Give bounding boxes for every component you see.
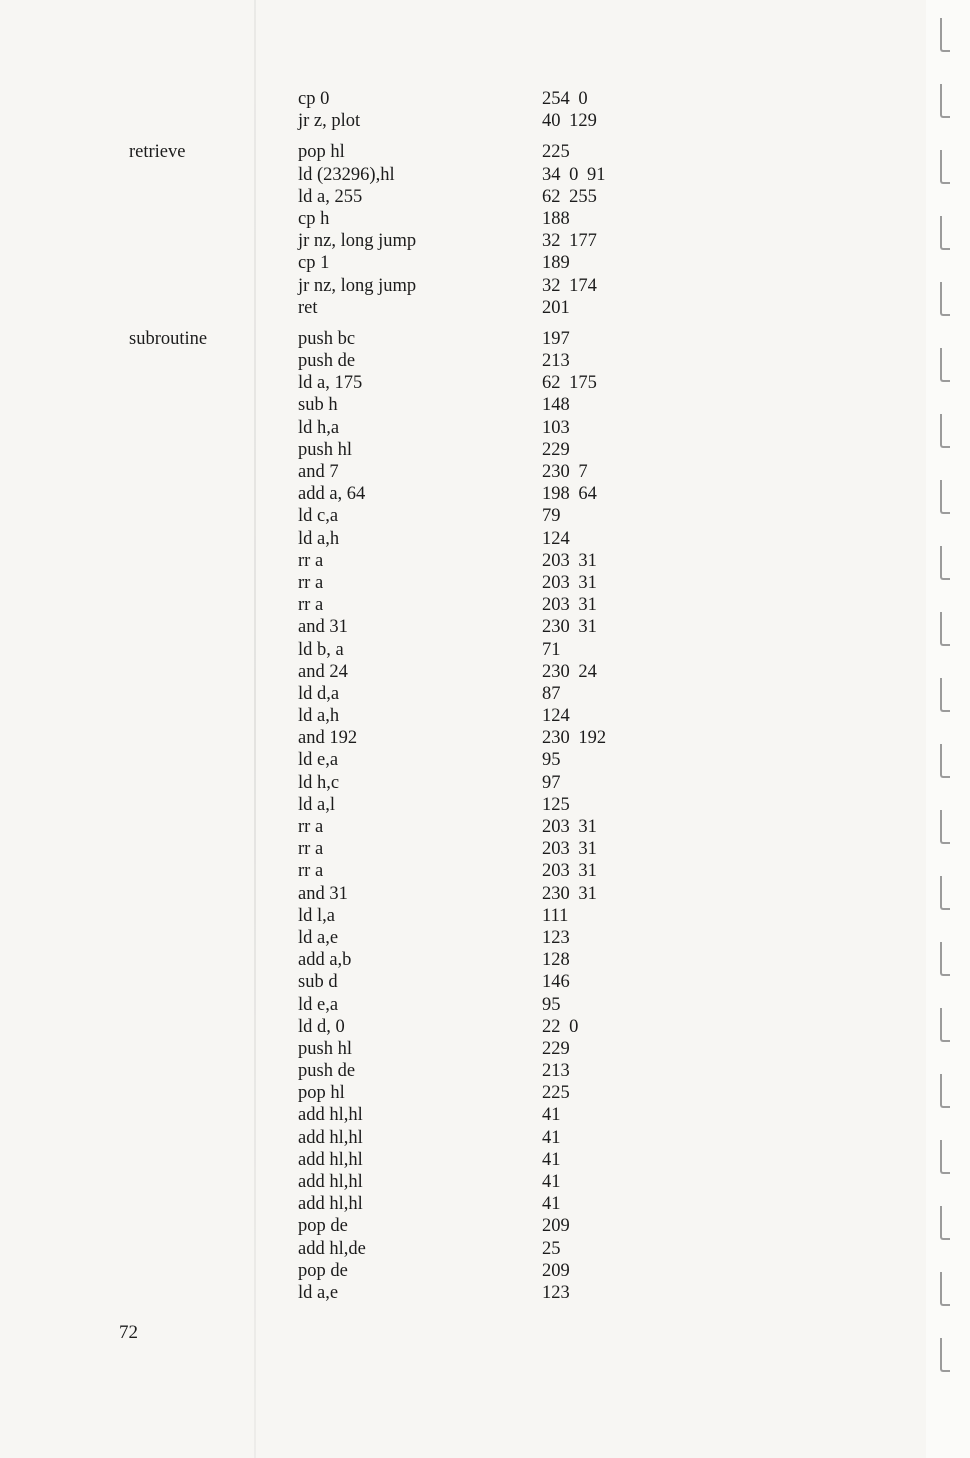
binding-hole-mark bbox=[940, 1140, 950, 1174]
listing-row bbox=[0, 483, 930, 505]
listing-row bbox=[0, 461, 930, 483]
listing-row bbox=[0, 372, 930, 394]
listing-row bbox=[0, 230, 930, 252]
binding-hole-mark bbox=[940, 480, 950, 514]
binding-hole-mark bbox=[940, 744, 950, 778]
machine-code-bytes: 203 31 bbox=[542, 817, 597, 837]
assembly-mnemonic: pop hl bbox=[298, 142, 345, 163]
assembly-mnemonic: rr a bbox=[298, 839, 324, 860]
machine-code-bytes: 62 255 bbox=[542, 186, 597, 207]
machine-code-bytes: 197 bbox=[542, 328, 570, 349]
machine-code-bytes: 188 bbox=[542, 208, 570, 229]
assembly-mnemonic: and 24 bbox=[298, 661, 348, 682]
assembly-mnemonic: ld l,a bbox=[298, 905, 335, 926]
machine-code-bytes: 225 bbox=[542, 142, 570, 163]
assembly-mnemonic: add hl,hl bbox=[298, 1172, 363, 1192]
machine-code-bytes: 32 174 bbox=[542, 275, 597, 296]
listing-row bbox=[0, 1127, 930, 1149]
binding-hole-mark bbox=[940, 282, 950, 316]
machine-code-bytes: 87 bbox=[542, 683, 561, 704]
assembly-mnemonic: ld b, a bbox=[298, 639, 344, 660]
listing-row bbox=[0, 1082, 930, 1104]
assembly-mnemonic: add hl,hl bbox=[298, 1105, 363, 1126]
binding-hole-mark bbox=[940, 1008, 950, 1042]
assembly-mnemonic: ld a, 255 bbox=[298, 186, 363, 207]
listing-row bbox=[0, 1038, 930, 1060]
binding-hole-mark bbox=[940, 18, 950, 52]
binding-hole-mark bbox=[940, 612, 950, 646]
assembly-mnemonic: ret bbox=[298, 297, 318, 318]
machine-code-bytes: 209 bbox=[542, 1260, 570, 1281]
binding-hole-mark bbox=[940, 546, 950, 580]
machine-code-bytes: 95 bbox=[542, 750, 561, 771]
listing-row bbox=[0, 1215, 930, 1237]
assembly-mnemonic: ld c,a bbox=[298, 506, 339, 527]
machine-code-bytes: 22 0 bbox=[542, 1016, 579, 1037]
machine-code-bytes: 123 bbox=[542, 927, 570, 948]
machine-code-bytes: 203 31 bbox=[542, 595, 597, 616]
machine-code-bytes: 62 175 bbox=[542, 373, 597, 394]
assembly-mnemonic: ld a,h bbox=[298, 528, 340, 549]
listing-row bbox=[0, 994, 930, 1016]
assembly-mnemonic: rr a bbox=[298, 861, 324, 882]
assembly-mnemonic: and 192 bbox=[298, 728, 358, 749]
machine-code-bytes: 97 bbox=[542, 772, 561, 793]
listing-row bbox=[0, 394, 930, 416]
listing-row bbox=[0, 88, 930, 110]
assembly-mnemonic: ld d, 0 bbox=[298, 1016, 345, 1037]
assembly-mnemonic: cp h bbox=[298, 208, 330, 229]
assembly-mnemonic: rr a bbox=[298, 572, 324, 593]
machine-code-bytes: 189 bbox=[542, 253, 570, 274]
listing-row bbox=[0, 927, 930, 949]
assembly-mnemonic: push hl bbox=[298, 1038, 352, 1059]
machine-code-bytes: 203 31 bbox=[542, 861, 597, 882]
machine-code-bytes: 230 24 bbox=[542, 661, 597, 682]
listing-row bbox=[0, 417, 930, 439]
listing-row bbox=[0, 727, 930, 749]
machine-code-bytes: 209 bbox=[542, 1216, 570, 1237]
assembly-mnemonic: ld e,a bbox=[298, 994, 339, 1015]
assembly-mnemonic: and 31 bbox=[298, 883, 348, 904]
assembly-mnemonic: jr nz, long jump bbox=[298, 275, 417, 296]
machine-code-bytes: 203 31 bbox=[542, 550, 597, 571]
assembly-mnemonic: and 31 bbox=[298, 617, 348, 638]
machine-code-bytes: 230 31 bbox=[542, 883, 597, 904]
assembly-mnemonic: ld a,l bbox=[298, 794, 335, 815]
machine-code-bytes: 25 bbox=[542, 1238, 561, 1259]
assembly-mnemonic: pop de bbox=[298, 1260, 348, 1281]
listing-row bbox=[0, 683, 930, 705]
machine-code-bytes: 229 bbox=[542, 1038, 570, 1059]
page-number: 72 bbox=[119, 1322, 138, 1343]
listing-row bbox=[0, 1171, 930, 1193]
machine-code-bytes: 34 0 91 bbox=[542, 164, 606, 185]
machine-code-bytes: 230 192 bbox=[542, 728, 607, 749]
machine-code-bytes: 40 129 bbox=[542, 111, 597, 132]
binding-hole-mark bbox=[940, 216, 950, 250]
listing-row bbox=[0, 971, 930, 993]
listing-row bbox=[0, 860, 930, 882]
listing-row bbox=[0, 1149, 930, 1171]
machine-code-bytes: 213 bbox=[542, 351, 570, 372]
assembly-mnemonic: ld h,a bbox=[298, 417, 340, 438]
machine-code-bytes: 32 177 bbox=[542, 231, 597, 252]
binding-hole-mark bbox=[940, 1206, 950, 1240]
assembly-mnemonic: rr a bbox=[298, 595, 324, 616]
listing-row bbox=[0, 208, 930, 230]
assembly-mnemonic: add hl,de bbox=[298, 1238, 366, 1259]
machine-code-bytes: 230 7 bbox=[542, 462, 588, 482]
listing-row bbox=[0, 550, 930, 572]
machine-code-bytes: 41 bbox=[542, 1172, 561, 1192]
listing-row bbox=[0, 705, 930, 727]
machine-code-bytes: 111 bbox=[542, 905, 569, 926]
machine-code-bytes: 148 bbox=[542, 395, 570, 416]
machine-code-bytes: 229 bbox=[542, 439, 570, 460]
assembly-mnemonic: push de bbox=[298, 1061, 356, 1082]
listing-row bbox=[0, 1282, 930, 1304]
binding-hole-mark bbox=[940, 84, 950, 118]
assembly-mnemonic: add a, 64 bbox=[298, 484, 366, 505]
binding-hole-mark bbox=[940, 810, 950, 844]
machine-code-bytes: 41 bbox=[542, 1194, 561, 1215]
listing-row bbox=[0, 1060, 930, 1082]
machine-code-bytes: 213 bbox=[542, 1061, 570, 1082]
assembly-mnemonic: and 7 bbox=[298, 462, 339, 482]
ring-binding-strip bbox=[926, 0, 970, 1458]
assembly-mnemonic: jr nz, long jump bbox=[298, 231, 417, 252]
assembly-mnemonic: ld a,e bbox=[298, 1282, 339, 1303]
routine-label: retrieve bbox=[129, 142, 186, 163]
assembly-mnemonic: jr z, plot bbox=[298, 111, 361, 132]
machine-code-bytes: 41 bbox=[542, 1105, 561, 1126]
assembly-mnemonic: push bc bbox=[298, 328, 356, 349]
routine-label: subroutine bbox=[129, 328, 208, 349]
listing-row bbox=[0, 1104, 930, 1126]
listing-row bbox=[0, 297, 930, 319]
assembly-mnemonic: ld e,a bbox=[298, 750, 339, 771]
machine-code-bytes: 203 31 bbox=[542, 839, 597, 860]
listing-row bbox=[0, 749, 930, 771]
binding-hole-mark bbox=[940, 414, 950, 448]
binding-hole-mark bbox=[940, 1338, 950, 1372]
listing-row bbox=[0, 110, 930, 132]
assembly-mnemonic: add hl,hl bbox=[298, 1127, 363, 1148]
listing-row bbox=[0, 772, 930, 794]
assembly-mnemonic: ld (23296),hl bbox=[298, 164, 395, 185]
listing-row bbox=[0, 328, 930, 350]
machine-code-bytes: 124 bbox=[542, 528, 570, 549]
binding-hole-mark bbox=[940, 876, 950, 910]
listing-row bbox=[0, 905, 930, 927]
listing-row bbox=[0, 883, 930, 905]
assembly-mnemonic: sub h bbox=[298, 395, 338, 416]
machine-code-bytes: 103 bbox=[542, 417, 570, 438]
assembly-mnemonic: ld h,c bbox=[298, 772, 340, 793]
listing-row bbox=[0, 1016, 930, 1038]
assembly-mnemonic: cp 0 bbox=[298, 89, 330, 109]
listing-row bbox=[0, 639, 930, 661]
assembly-mnemonic: pop de bbox=[298, 1216, 348, 1237]
listing-row bbox=[0, 505, 930, 527]
machine-code-bytes: 254 0 bbox=[542, 89, 588, 109]
assembly-mnemonic: add a,b bbox=[298, 950, 352, 971]
machine-code-bytes: 124 bbox=[542, 706, 570, 727]
listing-row bbox=[0, 594, 930, 616]
listing-row bbox=[0, 838, 930, 860]
listing-row bbox=[0, 1260, 930, 1282]
assembly-mnemonic: ld d,a bbox=[298, 683, 340, 704]
assembly-mnemonic: sub d bbox=[298, 972, 338, 993]
assembly-mnemonic: ld a,h bbox=[298, 706, 340, 727]
listing-row bbox=[0, 528, 930, 550]
listing-row bbox=[0, 275, 930, 297]
listing-row bbox=[0, 1193, 930, 1215]
machine-code-bytes: 198 64 bbox=[542, 484, 597, 505]
assembly-mnemonic: ld a,e bbox=[298, 927, 339, 948]
machine-code-bytes: 146 bbox=[542, 972, 570, 993]
machine-code-bytes: 71 bbox=[542, 639, 561, 660]
machine-code-bytes: 41 bbox=[542, 1149, 561, 1170]
machine-code-bytes: 201 bbox=[542, 297, 570, 318]
machine-code-bytes: 225 bbox=[542, 1083, 570, 1104]
listing-row bbox=[0, 164, 930, 186]
machine-code-bytes: 95 bbox=[542, 994, 561, 1015]
assembly-listing bbox=[0, 88, 930, 1304]
assembly-mnemonic: ld a, 175 bbox=[298, 373, 363, 394]
assembly-mnemonic: push hl bbox=[298, 439, 352, 460]
listing-row bbox=[0, 661, 930, 683]
assembly-mnemonic: pop hl bbox=[298, 1083, 345, 1104]
listing-row bbox=[0, 794, 930, 816]
binding-hole-mark bbox=[940, 348, 950, 382]
listing-row bbox=[0, 816, 930, 838]
listing-row bbox=[0, 350, 930, 372]
listing-row bbox=[0, 186, 930, 208]
binding-hole-mark bbox=[940, 1272, 950, 1306]
binding-hole-mark bbox=[940, 1074, 950, 1108]
machine-code-bytes: 128 bbox=[542, 950, 570, 971]
machine-code-bytes: 123 bbox=[542, 1282, 570, 1303]
assembly-mnemonic: push de bbox=[298, 351, 356, 372]
assembly-mnemonic: add hl,hl bbox=[298, 1194, 363, 1215]
listing-row bbox=[0, 949, 930, 971]
machine-code-bytes: 230 31 bbox=[542, 617, 597, 638]
assembly-mnemonic: rr a bbox=[298, 550, 324, 571]
machine-code-bytes: 41 bbox=[542, 1127, 561, 1148]
listing-row bbox=[0, 252, 930, 274]
machine-code-bytes: 79 bbox=[542, 506, 561, 527]
listing-row bbox=[0, 616, 930, 638]
binding-hole-mark bbox=[940, 942, 950, 976]
machine-code-bytes: 125 bbox=[542, 794, 570, 815]
binding-hole-mark bbox=[940, 678, 950, 712]
listing-row bbox=[0, 1238, 930, 1260]
binding-hole-mark bbox=[940, 150, 950, 184]
assembly-mnemonic: rr a bbox=[298, 817, 324, 837]
listing-row bbox=[0, 572, 930, 594]
assembly-mnemonic: cp 1 bbox=[298, 253, 330, 274]
assembly-mnemonic: add hl,hl bbox=[298, 1149, 363, 1170]
listing-row bbox=[0, 439, 930, 461]
machine-code-bytes: 203 31 bbox=[542, 572, 597, 593]
listing-row bbox=[0, 141, 930, 163]
